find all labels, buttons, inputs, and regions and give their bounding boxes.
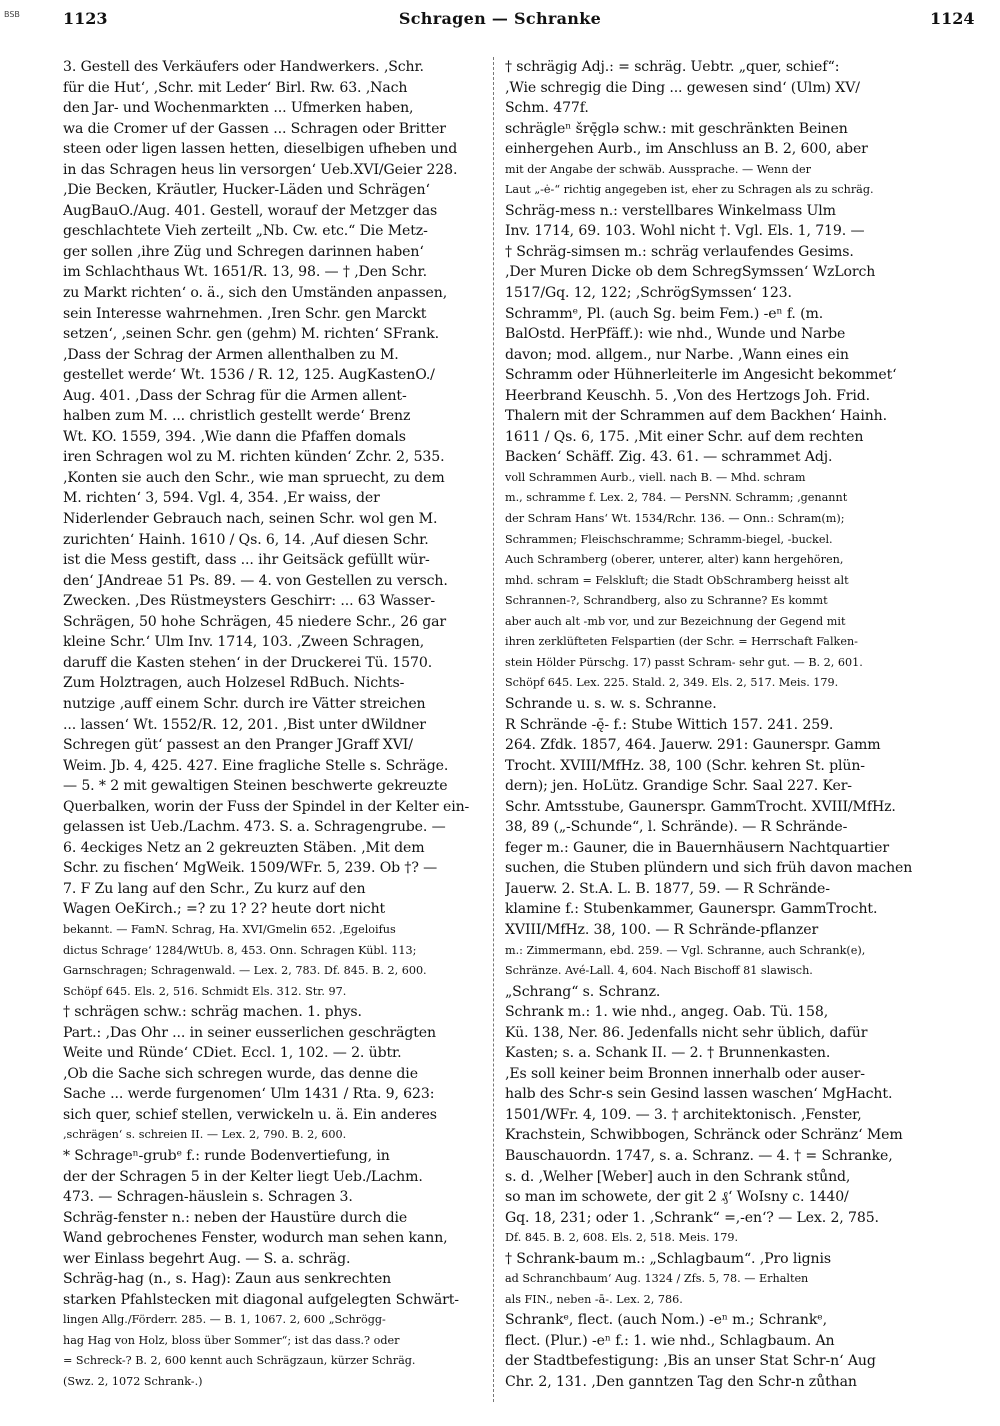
text-line: iren Schragen wol zu M. richten künden‘ Zchr. 2, 535. [63,449,445,466]
page-number-right: 1124 [930,9,975,28]
text-line: Laut „-ė-“ richtig angegeben ist, eher zu Schragen als zu schräg. [505,183,874,197]
text-line: † Schräg-simsen m.: schräg verlaufendes Gesims. [505,243,854,260]
text-line: s. d. ‚Welher [Weber] auch in den Schrank stůnd, [505,1168,851,1185]
text-line: als FIN., neben -ā-. Lex. 2, 786. [505,1292,683,1306]
text-line: Garnschragen; Schragenwald. — Lex. 2, 783. Df. 845. B. 2, 600. [63,964,427,978]
text-line: einhergehen Aurb., im Anschluss an B. 2, 600, aber [505,141,868,158]
text-line: Kü. 138, Ner. 86. Jedenfalls nicht sehr üblich, dafür [505,1024,868,1041]
text-line: im Schlachthaus Wt. 1651/R. 13, 98. — † ‚Den Schr. [63,264,427,281]
text-line: steen oder ligen lassen hetten, dieselbigen ufheben und [63,141,458,158]
text-line: in das Schragen heus lin versorgen‘ Ueb.XVI/Geier 228. [63,161,458,178]
text-line: zurichten‘ Hainh. 1610 / Qs. 6, 14. ‚Auf diesen Schr. [63,531,429,548]
text-line: lingen Allg./Förderr. 285. — B. 1, 1067. 2, 600 „Schrögg- [63,1313,386,1327]
text-line: ‚Die Becken, Kräutler, Hucker-Läden und Schrägen‘ [63,182,430,199]
text-line: der der Schragen 5 in der Kelter liegt Ueb./Lachm. [63,1168,423,1185]
text-line: Schöpf 645. Lex. 225. Stald. 2, 349. Els. 2, 517. Meis. 179. [505,676,839,690]
text-line: Schr. zu fischen‘ MgWeik. 1509/WFr. 5, 239. Ob †? — [63,860,438,877]
text-line: Aug. 401. ‚Dass der Schrag für die Armen allent- [63,387,407,404]
text-line: Schränze. Avé-Lall. 4, 604. Nach Bischoff 81 slawisch. [505,964,813,978]
text-line: ad Schranchbaum‘ Aug. 1324 / Zfs. 5, 78. — Erhalten [505,1272,809,1286]
text-line: Schrank m.: 1. wie nhd., angeg. Oab. Tü. 158, [505,1004,829,1021]
text-line: † schrägig Adj.: = schräg. Uebtr. „quer, schief“: [505,59,840,75]
text-line: Schregen güt‘ passest an den Pranger JGraff XVI/ [63,737,413,754]
text-line: Wand gebrochenes Fenster, wodurch man sehen kann, [63,1230,448,1247]
text-line: dictus Schrage‘ 1284/WtUb. 8, 453. Onn. Schragen Kübl. 113; [63,943,417,957]
text-line: † schrägen schw.: schräg machen. 1. phys. [63,1004,362,1021]
text-line: Bauschauordn. 1747, s. a. Schranz. — 4. † = Schranke, [505,1147,893,1164]
text-line: setzen‘, ‚seinen Schr. gen (gehm) M. richten‘ SFrank. [63,326,439,343]
text-line: Wt. KO. 1559, 394. ‚Wie dann die Pfaffen domals [63,428,406,445]
text-line: R Schrände -ę̄- f.: Stube Wittich 157. 241. 259. [505,716,834,733]
text-line: gestellet werde‘ Wt. 1536 / R. 12, 125. AugKastenO./ [63,367,435,384]
text-line: ist die Mess gestift, dass ... ihr Geitsäck gefüllt wür- [63,552,430,569]
text-line: Zwecken. ‚Des Rüstmeysters Geschirr: ... 63 Wasser- [63,593,435,610]
text-line: † Schrank-baum m.: „Schlagbaum“. ‚Pro lignis [505,1250,831,1267]
text-line: ‚Wie schregig die Ding ... gewesen sind‘ (Ulm) XV/ [505,79,860,96]
text-line: davon; mod. allgem., nur Narbe. ‚Wann eines ein [505,346,849,363]
text-line: aber auch alt -mb vor, und zur Bezeichnung der Gegend mit [505,614,846,628]
text-line: Querbalken, worin der Fuss der Spindel in der Kelter ein- [63,798,470,815]
text-line: Krachstein, Schwibbogen, Schränck oder Schränz‘ Mem [505,1127,903,1144]
text-line: Wagen OeKirch.; =? zu 1? 2? heute dort nicht [63,901,386,918]
text-line: wa die Cromer uf der Gassen ... Schragen oder Britter [63,120,446,137]
text-line: der Stadtbefestigung: ‚Bis an unser Stat Schr-n‘ Aug [505,1353,876,1370]
text-line: Schräg-fenster n.: neben der Haustüre durch die [63,1209,408,1226]
text-line: Schrägen, 50 hohe Schrägen, 45 niedere Schr., 26 gar [63,613,447,630]
text-line: Weim. Jb. 4, 425. 427. Eine fragliche Stelle s. Schräge. [63,757,449,774]
text-line: halb des Schr-s sein Gesind lassen waschen‘ MgHacht. [505,1086,893,1103]
text-line: klamine f.: Stubenkammer, Gaunerspr. GammTrocht. [505,901,878,918]
text-line: Weite und Ründe‘ CDiet. Eccl. 1, 102. — 2. übtr. [63,1045,402,1062]
text-line: Schöpf 645. Els. 2, 516. Schmidt Els. 312. Str. 97. [63,984,347,998]
text-line: schrägleⁿ šrę̄glə schw.: mit geschränkten Beinen [505,120,848,137]
text-line: feger m.: Gauner, die in Bauernhäusern Nachtquartier [505,839,889,856]
text-line: Auch Schramberg (oberer, unterer, alter) kann hergehören, [505,553,844,567]
text-line: Niderlender Gebrauch nach, seinen Schr. wol gen M. [63,511,438,528]
text-line: ihren zerklüfteten Felspartien (der Schr. = Herrschaft Falken- [505,635,858,649]
text-line: Chr. 2, 131. ‚Den ganntzen Tag den Schr-n zůthan [505,1374,857,1390]
text-line: 1501/WFr. 4, 109. — 3. † architektonisch. ‚Fenster, [505,1106,862,1123]
text-line: so man im schowete, der git 2 ₰‘ WoIsny c. 1440/ [505,1189,849,1206]
text-line: bekannt. — FamN. Schrag, Ha. XVI/Gmelin 652. ‚Egeloifus [63,922,396,936]
column-divider [493,57,494,1402]
text-line: Schrannen-?, Schrandberg, also zu Schranne? Es kommt [505,594,828,608]
text-line: mhd. schram = Felskluft; die Stadt ObSchramberg heisst alt [505,573,849,587]
text-line: 38, 89 („-Schunde“, l. Schrände). — R Schrände- [505,819,848,836]
text-line: hag Hag von Holz, bloss über Sommer“; ist das dass.? oder [63,1333,400,1347]
text-line: Gq. 18, 231; oder 1. ‚Schrank“ =,-en‘? — Lex. 2, 785. [505,1209,879,1226]
text-line: Backen‘ Schäff. Zig. 43. 61. — schrammet Adj. [505,449,833,466]
text-line: geschlachtete Vieh zerteilt „Nb. Cw. etc.“ Die Metz- [63,223,428,240]
text-line: für die Hut‘, ‚Schr. mit Leder‘ Birl. Rw. 63. ‚Nach [63,79,408,96]
text-line: starken Pfahlstecken mit diagonal aufgelegten Schwärt- [63,1291,459,1308]
text-line: ger sollen ‚ihre Züg und Schregen darinnen haben‘ [63,243,424,260]
text-line: BalOstd. HerPfäff.): wie nhd., Wunde und Narbe [505,326,846,343]
text-line: der Schram Hans‘ Wt. 1534/Rchr. 136. — Onn.: Schram(m); [505,512,845,526]
text-line: 1611 / Qs. 6, 175. ‚Mit einer Schr. auf dem rechten [505,428,864,445]
text-line: dern); jen. HoLütz. Grandige Schr. Saal 227. Ker- [505,778,852,795]
text-line: — 5. * 2 mit gewaltigen Steinen beschwerte gekreuzte [63,778,448,795]
text-line: gelassen ist Ueb./Lachm. 473. S. a. Schragengrube. — [63,819,446,836]
text-line: den‘ JAndreae 51 Ps. 89. — 4. von Gestellen zu versch. [63,572,448,589]
text-line: Heerbrand Keuschh. 5. ‚Von des Hertzogs Joh. Frid. [505,387,871,404]
text-line: ‚Dass der Schrag der Armen allenthalben zu M. [63,346,399,363]
text-line: 7. F Zu lang auf den Schr., Zu kurz auf den [63,880,366,897]
text-line: ... lassen‘ Wt. 1552/R. 12, 201. ‚Bist unter dWildner [63,716,426,733]
text-line: Schm. 477f. [505,100,589,117]
text-line: Schrande u. s. w. s. Schranne. [505,695,717,712]
text-line: „Schrang“ s. Schranz. [505,983,661,1000]
text-line: Zum Holztragen, auch Holzesel RdBuch. Nichts- [63,675,405,692]
text-line: (Swz. 2, 1072 Schrank-.) [63,1375,203,1388]
text-line: sich quer, schief stellen, verwickeln u. ä. Ein anderes [63,1106,437,1123]
text-line: ‚Ob die Sache sich schregen wurde, das denne die [63,1065,418,1082]
text-line: 3. Gestell des Verkäufers oder Handwerkers. ‚Schr. [63,59,424,75]
text-line: flect. (Plur.) -eⁿ f.: 1. wie nhd., Schlagbaum. An [505,1332,835,1349]
text-line: stein Hölder Pürschg. 17) passt Schram- sehr gut. — B. 2, 601. [505,655,863,669]
text-line: Schramm oder Hühnerleiterle im Angesicht bekommet‘ [505,367,897,384]
text-line: * Schrageⁿ-grubᵉ f.: runde Bodenvertiefung, in [63,1147,390,1164]
text-line: Inv. 1714, 69. 103. Wohl nicht †. Vgl. Els. 1, 719. — [505,223,865,240]
text-line: Schräg-mess n.: verstellbares Winkelmass Ulm [505,202,836,219]
text-line: wer Einlass begehrt Aug. — S. a. schräg. [63,1250,351,1267]
text-line: zu Markt richten‘ o. ä., sich den Umständen anpassen, [63,285,448,302]
text-line: 6. 4eckiges Netz an 2 gekreuzten Stäben. ‚Mit dem [63,839,425,856]
text-line: Schr. Amtsstube, Gaunerspr. GammTrocht. XVIII/MfHz. [505,798,896,815]
left-column [63,57,497,1407]
text-line: XVIII/MfHz. 38, 100. — R Schrände-pflanzer [505,921,819,938]
text-line: Thalern mit der Schrammen auf dem Backhen‘ Hainh. [505,408,887,425]
text-line: sein Interesse wahrnehmen. ‚Iren Schr. gen Marckt [63,305,427,322]
text-line: m., schramme f. Lex. 2, 784. — PersNN. Schramm; ‚genannt [505,491,848,505]
text-line: 1517/Gq. 12, 122; ‚SchrögSymssen‘ 123. [505,285,792,302]
right-column [505,57,939,1407]
running-title: Schragen — Schranke [398,9,602,28]
page-number-left: 1123 [63,9,108,28]
text-line: Sache ... werde furgenomen‘ Ulm 1431 / Rta. 9, 623: [63,1086,435,1103]
text-line: Schrammᵉ, Pl. (auch Sg. beim Fem.) -eⁿ f. (m. [505,305,824,322]
text-line: Schrammen; Fleischschramme; Schramm-biegel, -buckel. [505,532,833,546]
text-line: den Jar- und Wochenmarkten ... Ufmerken haben, [63,100,414,117]
text-line: ‚schrägen‘ s. schreien II. — Lex. 2, 790. B. 2, 600. [63,1128,347,1142]
text-line: ‚Der Muren Dicke ob dem SchregSymssen‘ WzLorch [505,264,876,281]
text-line: Schrankᵉ, flect. (auch Nom.) -eⁿ m.; Schrankᵉ, [505,1312,828,1329]
text-line: Trocht. XVIII/MfHz. 38, 100 (Schr. kehren St. plün- [505,757,865,774]
text-line: Jauerw. 2. St.A. L. B. 1877, 59. — R Schrände- [505,880,830,897]
text-line: 264. Zfdk. 1857, 464. Jauerw. 291: Gaunerspr. Gamm [505,737,881,754]
text-line: 473. — Schragen-häuslein s. Schragen 3. [63,1189,353,1206]
text-line: ‚Es soll keiner beim Bronnen innerhalb oder auser- [505,1065,865,1082]
library-stamp: BSB [4,10,20,19]
text-line: nutzige ‚auff einem Schr. durch ire Vätter streichen [63,695,426,712]
text-line: = Schreck-? B. 2, 600 kennt auch Schrägzaun, kürzer Schräg. [63,1354,416,1368]
text-line: Schräg-hag (n., s. Hag): Zaun aus senkrechten [63,1271,392,1288]
text-line: mit der Angabe der schwäb. Aussprache. — Wenn der [505,162,811,176]
text-line: AugBauO./Aug. 401. Gestell, worauf der Metzger das [63,202,438,219]
text-line: halben zum M. ... christlich gestellt werde‘ Brenz [63,408,411,425]
text-line: daruff die Kasten stehen‘ in der Druckerei Tü. 1570. [63,654,433,671]
text-line: m.: Zimmermann, ebd. 259. — Vgl. Schranne, auch Schrank(e), [505,943,866,957]
text-line: ‚Konten sie auch den Schr., wie man spruecht, zu dem [63,469,445,486]
text-line: Df. 845. B. 2, 608. Els. 2, 518. Meis. 179. [505,1231,739,1245]
text-line: M. richten‘ 3, 594. Vgl. 4, 354. ‚Er waiss, der [63,490,380,507]
text-line: kleine Schr.‘ Ulm Inv. 1714, 103. ‚Zween Schragen, [63,634,425,651]
text-line: suchen, die Stuben plündern und sich früh davon machen [505,860,913,877]
text-line: voll Schrammen Aurb., viell. nach B. — Mhd. schram [505,470,806,484]
text-line: Kasten; s. a. Schank II. — 2. † Brunnenkasten. [505,1045,831,1062]
text-line: Part.: ‚Das Ohr ... in seiner eusserlichen geschrägten [63,1024,436,1041]
